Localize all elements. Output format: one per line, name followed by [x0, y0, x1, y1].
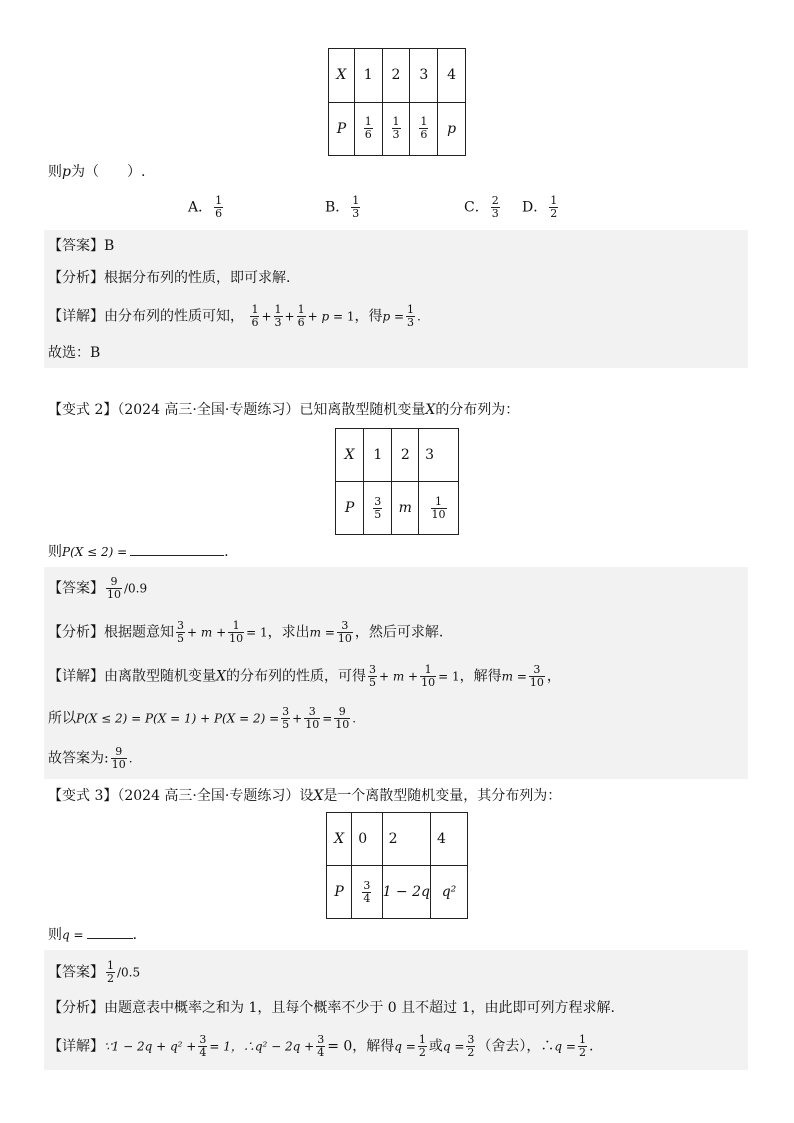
- denominator: 6: [251, 316, 259, 329]
- fraction: [297, 304, 306, 329]
- denominator: 3: [407, 316, 415, 329]
- answer-line: [48, 960, 140, 985]
- table-cell: [364, 482, 392, 535]
- detail-line: 【详解】∵1 − 2q + q² + $\frac{3}{4}$ = 1，∴q² − 2q + $\frac{3}{4}$ = 0，解得q = $\frac{1}{2}$ 或q = $\frac{3}{2}$ （舍去），∴q = $\frac{1}{2}$ .: [48, 1033, 594, 1059]
- option-c[interactable]: [464, 195, 502, 220]
- denominator: 2: [550, 207, 558, 220]
- denominator: 10: [421, 676, 436, 689]
- fraction: [274, 304, 283, 329]
- numerator: 1: [215, 194, 223, 207]
- denominator: 4: [199, 1046, 207, 1059]
- detail-var: X: [216, 668, 226, 685]
- analysis-text: ，然后可求解.: [354, 624, 444, 641]
- detail-expr: = 1，∴q² − 2q +: [209, 1039, 315, 1054]
- fraction: [373, 496, 382, 521]
- denominator: 10: [107, 588, 121, 601]
- numerator: 1: [297, 303, 305, 316]
- table-cell: 4: [430, 813, 467, 866]
- option-label: D．: [522, 199, 548, 216]
- answer-blank[interactable]: [87, 924, 133, 939]
- denominator: 3: [352, 207, 360, 220]
- final-text: 故答案为:: [48, 750, 109, 767]
- detail-line: 【详解】由分布列的性质可知， $\frac{1}{6}$ + $\frac{1}{3}$ + $\frac{1}{6}$ + p = 1，得p = $\frac{1}{3}$ .: [48, 303, 421, 329]
- denominator: 10: [229, 632, 244, 645]
- denominator: 5: [177, 632, 184, 645]
- fraction: [549, 195, 558, 220]
- fraction: [106, 960, 115, 985]
- fraction: [198, 1034, 207, 1059]
- denominator: 5: [374, 507, 382, 521]
- table-cell: 2: [382, 813, 430, 866]
- numerator: 3: [317, 1033, 325, 1046]
- denominator: 10: [305, 718, 320, 731]
- numerator: 3: [304, 706, 320, 719]
- detail-text: 由离散型随机变量: [104, 668, 216, 685]
- numerator: 3: [363, 878, 371, 892]
- fraction: [362, 880, 371, 905]
- numerator: 3: [199, 1033, 207, 1046]
- analysis-line: [48, 268, 290, 288]
- answer-blank[interactable]: [130, 541, 224, 556]
- so-expr: P(X ≤ 2) = P(X = 1) + P(X = 2) =: [76, 711, 280, 726]
- question-stem-2: [48, 541, 229, 562]
- heading-text: 是一个离散型随机变量，其分布列为：: [323, 788, 562, 804]
- question-stem-3: [48, 924, 137, 945]
- numerator: 1: [392, 115, 400, 129]
- detail-text: （舍去），∴: [477, 1038, 555, 1055]
- denominator: 2: [467, 1046, 475, 1059]
- numerator: 1: [352, 194, 360, 207]
- detail-text: ，得: [354, 308, 383, 325]
- table-cell: 3: [410, 49, 438, 103]
- table-cell: 1 − 2q: [382, 866, 430, 919]
- fraction: [316, 1034, 325, 1059]
- analysis-line: [48, 998, 615, 1018]
- fraction: [419, 116, 428, 141]
- analysis-tag: 【分析】: [48, 270, 104, 286]
- denominator: 3: [392, 128, 400, 142]
- numerator: 2: [491, 194, 499, 207]
- detail-text: 由分布列的性质可知，: [104, 308, 244, 325]
- distribution-table-2: [335, 428, 459, 535]
- stem-expr: q =: [62, 928, 84, 942]
- numerator: 1: [251, 303, 259, 316]
- question-stem: [48, 162, 145, 182]
- fraction: [392, 116, 401, 141]
- numerator: 1: [550, 194, 558, 207]
- denominator: 6: [215, 207, 223, 220]
- answer-block-1: [44, 230, 748, 368]
- detail-tag: 【详解】: [48, 1038, 104, 1055]
- table-cell: m: [392, 482, 419, 535]
- detail-text: .: [588, 1038, 594, 1055]
- fraction: [420, 664, 436, 689]
- option-label: C．: [464, 199, 489, 216]
- numerator: 3: [467, 1033, 475, 1046]
- analysis-text: 根据分布列的性质，即可求解.: [104, 270, 291, 286]
- table-cell: q²: [430, 866, 467, 919]
- fraction: [304, 706, 320, 731]
- table-cell: [410, 102, 438, 156]
- detail-expr: ∵1 − 2q + q² +: [104, 1039, 197, 1054]
- answer-tag: 【答案】: [48, 964, 104, 981]
- numerator: 9: [106, 576, 122, 589]
- denominator: 10: [337, 632, 352, 645]
- denominator: 3: [491, 207, 499, 220]
- denominator: 6: [297, 316, 305, 329]
- numerator: 3: [529, 664, 545, 677]
- denominator: 6: [364, 128, 372, 142]
- denominator: 10: [529, 676, 544, 689]
- denominator: 10: [431, 507, 446, 521]
- fraction: [491, 195, 500, 220]
- numerator: 1: [420, 664, 436, 677]
- stem-var: p: [62, 164, 71, 180]
- table-cell-x-label: X: [336, 429, 364, 482]
- analysis-text: ，求出: [267, 624, 310, 641]
- fraction: [529, 664, 545, 689]
- fraction: [337, 620, 353, 645]
- detail-tag: 【详解】: [48, 668, 104, 685]
- table-cell: [354, 102, 382, 156]
- fraction: [578, 1034, 587, 1059]
- fraction: [250, 304, 259, 329]
- table-cell-p-label: P: [336, 482, 364, 535]
- analysis-line: 【分析】根据题意知 $\frac{3}{5}$ + m + $\frac{1}{10}$ = 1，求出m = $\frac{3}{10}$ ，然后可求解.: [48, 619, 444, 645]
- fraction: [364, 116, 373, 141]
- fraction: [111, 746, 127, 771]
- stem-expr: P(X ≤ 2) =: [62, 545, 128, 559]
- denominator: 2: [578, 1046, 586, 1059]
- table-cell: [382, 102, 410, 156]
- distribution-table-3: [326, 812, 468, 919]
- answer-alt: /0.5: [117, 965, 141, 980]
- numerator: 3: [374, 494, 382, 508]
- denominator: 5: [282, 718, 290, 731]
- table-cell: 2: [382, 49, 410, 103]
- denominator: 4: [363, 891, 371, 905]
- detail-text: = 0，解得: [327, 1038, 395, 1055]
- denominator: 5: [368, 676, 376, 689]
- heading-var: X: [425, 402, 436, 418]
- numerator: 1: [228, 620, 244, 633]
- denominator: 6: [420, 128, 428, 142]
- fraction: [334, 706, 350, 731]
- stem-text: .: [224, 544, 229, 560]
- detail-text: ，: [546, 668, 561, 685]
- table-cell-x-label: X: [329, 49, 355, 103]
- fraction: [351, 195, 360, 220]
- answer-tag: 【答案】: [48, 238, 104, 254]
- table-cell: [352, 866, 382, 919]
- table-cell: 3: [419, 429, 459, 482]
- stem-text: .: [132, 927, 138, 943]
- answer-line: [48, 576, 147, 601]
- answer-tag: 【答案】: [48, 580, 104, 597]
- so-text: 所以: [48, 710, 76, 727]
- numerator: 9: [334, 706, 350, 719]
- table-cell-p-label: P: [329, 102, 355, 156]
- detail-line: 【详解】由离散型随机变量X的分布列的性质，可得 $\frac{3}{5}$ + m + $\frac{1}{10}$ = 1，解得m = $\frac{3}{10}$ ，: [48, 663, 561, 689]
- analysis-tag: 【分析】: [48, 624, 104, 641]
- table-cell: 0: [352, 813, 382, 866]
- heading-var: X: [313, 788, 324, 804]
- denominator: 10: [111, 758, 126, 771]
- fraction: [106, 576, 122, 601]
- fraction: [368, 664, 377, 689]
- fraction: [176, 620, 185, 645]
- so-line: 所以P(X ≤ 2) = P(X = 1) + P(X = 2) = $\frac{3}{5}$ + $\frac{3}{10}$ = $\frac{9}{10}$ .: [48, 705, 357, 731]
- option-b[interactable]: [325, 195, 362, 220]
- numerator: 3: [368, 663, 376, 676]
- table-cell: p: [438, 102, 466, 156]
- table-cell: 4: [438, 49, 466, 103]
- variant-3-heading: [48, 786, 561, 806]
- option-label: B．: [325, 199, 350, 216]
- denominator: 2: [107, 972, 114, 985]
- numerator: 9: [111, 746, 127, 759]
- denominator: 10: [335, 718, 350, 731]
- numerator: 3: [337, 620, 353, 633]
- option-d[interactable]: [522, 195, 560, 220]
- answer-value: B: [104, 238, 115, 254]
- answer-alt: /0.9: [124, 581, 148, 596]
- analysis-text: 根据题意知: [104, 624, 174, 641]
- stem-text: 为（ ）.: [70, 164, 146, 180]
- option-label: A．: [188, 199, 213, 216]
- detail-tag: 【详解】: [48, 308, 104, 325]
- table-cell-p-label: P: [327, 866, 352, 919]
- fraction: [228, 620, 244, 645]
- heading-text: 【变式 3】（2024 高三·全国·专题练习）设: [48, 788, 314, 804]
- fraction: [418, 1034, 427, 1059]
- variant-2-heading: [48, 400, 519, 420]
- distribution-table-1: [328, 48, 466, 156]
- numerator: 1: [431, 496, 447, 509]
- analysis-tag: 【分析】: [48, 1000, 104, 1016]
- analysis-text: 由题意表中概率之和为 1，且每个概率不少于 0 且不超过 1，由此即可列方程求解.: [104, 1000, 615, 1016]
- numerator: 1: [420, 115, 428, 129]
- fraction: [466, 1034, 475, 1059]
- stem-text: 则: [48, 164, 62, 180]
- numerator: 3: [282, 705, 290, 718]
- fraction: [406, 304, 415, 329]
- table-cell: [419, 482, 459, 535]
- option-a[interactable]: [188, 195, 225, 220]
- numerator: 1: [107, 959, 114, 972]
- answer-line: [48, 236, 114, 256]
- heading-text: 【变式 2】（2024 高三·全国·专题练习）已知离散型随机变量: [48, 402, 426, 418]
- denominator: 4: [317, 1046, 325, 1059]
- stem-text: 则: [48, 927, 62, 943]
- stem-text: 则: [48, 544, 62, 560]
- numerator: 1: [274, 303, 282, 316]
- numerator: 1: [578, 1033, 586, 1046]
- table-cell: 2: [392, 429, 419, 482]
- fraction: [214, 195, 223, 220]
- denominator: 3: [274, 316, 282, 329]
- detail-text: 的分布列的性质，可得: [225, 668, 366, 685]
- conclusion-line: 故选：B: [48, 345, 101, 361]
- numerator: 1: [407, 303, 415, 316]
- denominator: 2: [418, 1046, 426, 1059]
- detail-text: ，解得: [459, 668, 502, 685]
- table-cell: 1: [354, 49, 382, 103]
- numerator: 3: [177, 619, 184, 632]
- numerator: 1: [418, 1033, 426, 1046]
- final-answer-line: 故答案为: $\frac{9}{10}$ .: [48, 745, 133, 771]
- fraction: [281, 706, 290, 731]
- fraction: [431, 496, 447, 521]
- table-cell-x-label: X: [327, 813, 352, 866]
- numerator: 1: [364, 115, 372, 129]
- detail-text: 或: [428, 1038, 443, 1055]
- table-cell: 1: [364, 429, 392, 482]
- heading-text: 的分布列为：: [435, 402, 520, 418]
